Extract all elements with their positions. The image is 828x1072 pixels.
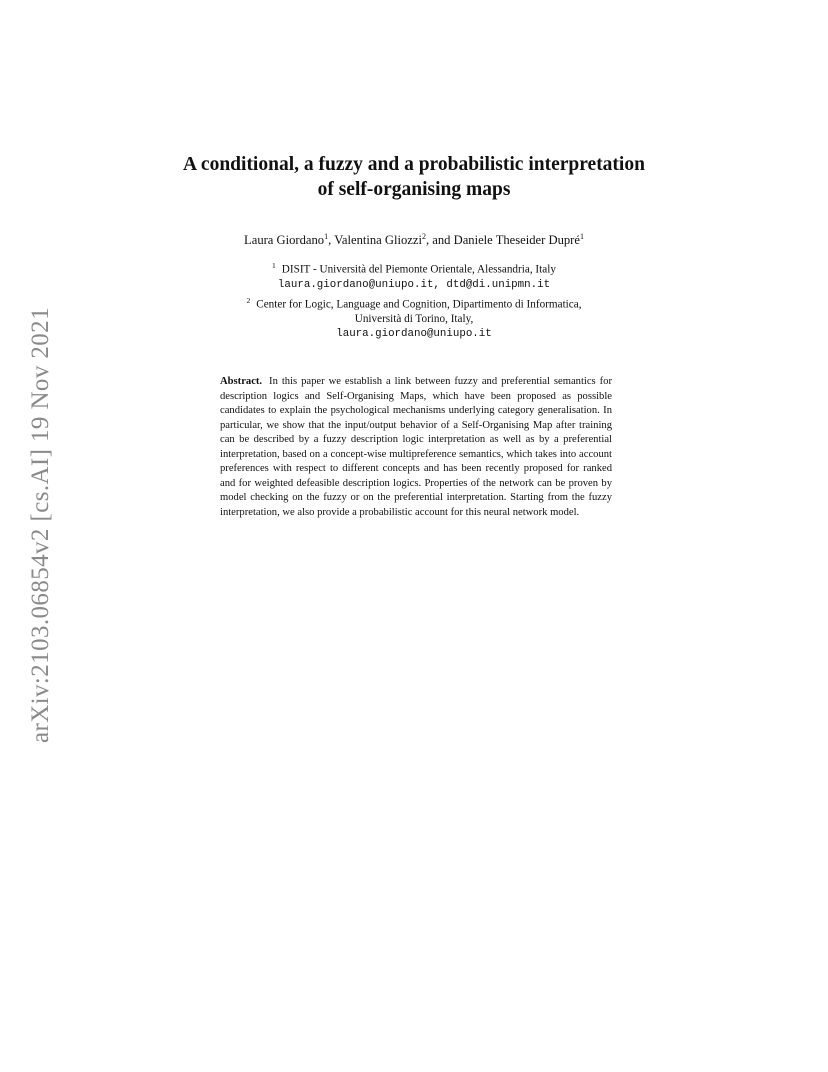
author-affiliation-mark: 1 bbox=[324, 232, 329, 241]
affiliation-2-line-2: Università di Torino, Italy, bbox=[354, 313, 474, 326]
affiliation-2-email[interactable]: laura.giordano@uniupo.it bbox=[336, 328, 492, 341]
paper-title bbox=[150, 152, 678, 202]
author-name: Daniele Theseider Dupré bbox=[453, 233, 580, 248]
abstract-text: In this paper we establish a link between fuzzy and preferential semantics for description logics and Self-Organising Maps, which have been proposed as possible candidates to explain the psychological mechanisms underlying category generalisation. In particular, we show that the input/output behavior of a Self-Organising Map after training can be described by a fuzzy description logic interpretation as well as by a preferential interpretation, based on a concept-wise multipreference semantics, which takes into account preferences with respect to different concepts and has been recently proposed for ranked and for weighted defeasible description logics. Properties of the network can be proven by model checking on the fuzzy or on the preferential interpretation. Starting from the fuzzy interpretation, we also provide a probabilistic account for this neural network model. bbox=[220, 376, 612, 518]
author-list bbox=[150, 229, 678, 248]
affiliation-mark: 2 bbox=[246, 295, 251, 305]
author-separator: , bbox=[328, 233, 335, 248]
arxiv-identifier-text: arXiv:2103.06854v2 [cs.AI] 19 Nov 2021 bbox=[27, 307, 55, 743]
author-name: Laura Giordano bbox=[244, 233, 325, 248]
author-separator: , and bbox=[425, 233, 454, 248]
affiliation-1-line bbox=[150, 258, 678, 278]
author-affiliation-mark: 1 bbox=[579, 232, 584, 241]
author-affiliation-mark: 2 bbox=[421, 232, 426, 241]
abstract-label: Abstract. bbox=[220, 376, 263, 387]
affiliation-mark: 1 bbox=[272, 261, 276, 270]
paper-title-line-1: A conditional, a fuzzy and a probabilistic interpretation bbox=[183, 154, 645, 175]
affiliation-institution: DISIT - Università del Piemonte Orientale, Alessandria, Italy bbox=[281, 263, 556, 276]
author-name: Valentina Gliozzi bbox=[334, 233, 422, 248]
affiliations-block bbox=[150, 258, 678, 342]
abstract bbox=[220, 375, 612, 520]
affiliation-1-email[interactable]: laura.giordano@uniupo.it, dtd@di.unipmn.it bbox=[277, 278, 551, 291]
affiliation-2-line bbox=[150, 293, 678, 313]
paper-title-line-2: of self-organising maps bbox=[317, 179, 511, 200]
affiliation-institution: Center for Logic, Language and Cognition, Dipartimento di Informatica, bbox=[256, 298, 582, 311]
arxiv-identifier-sidebar bbox=[20, 290, 62, 760]
